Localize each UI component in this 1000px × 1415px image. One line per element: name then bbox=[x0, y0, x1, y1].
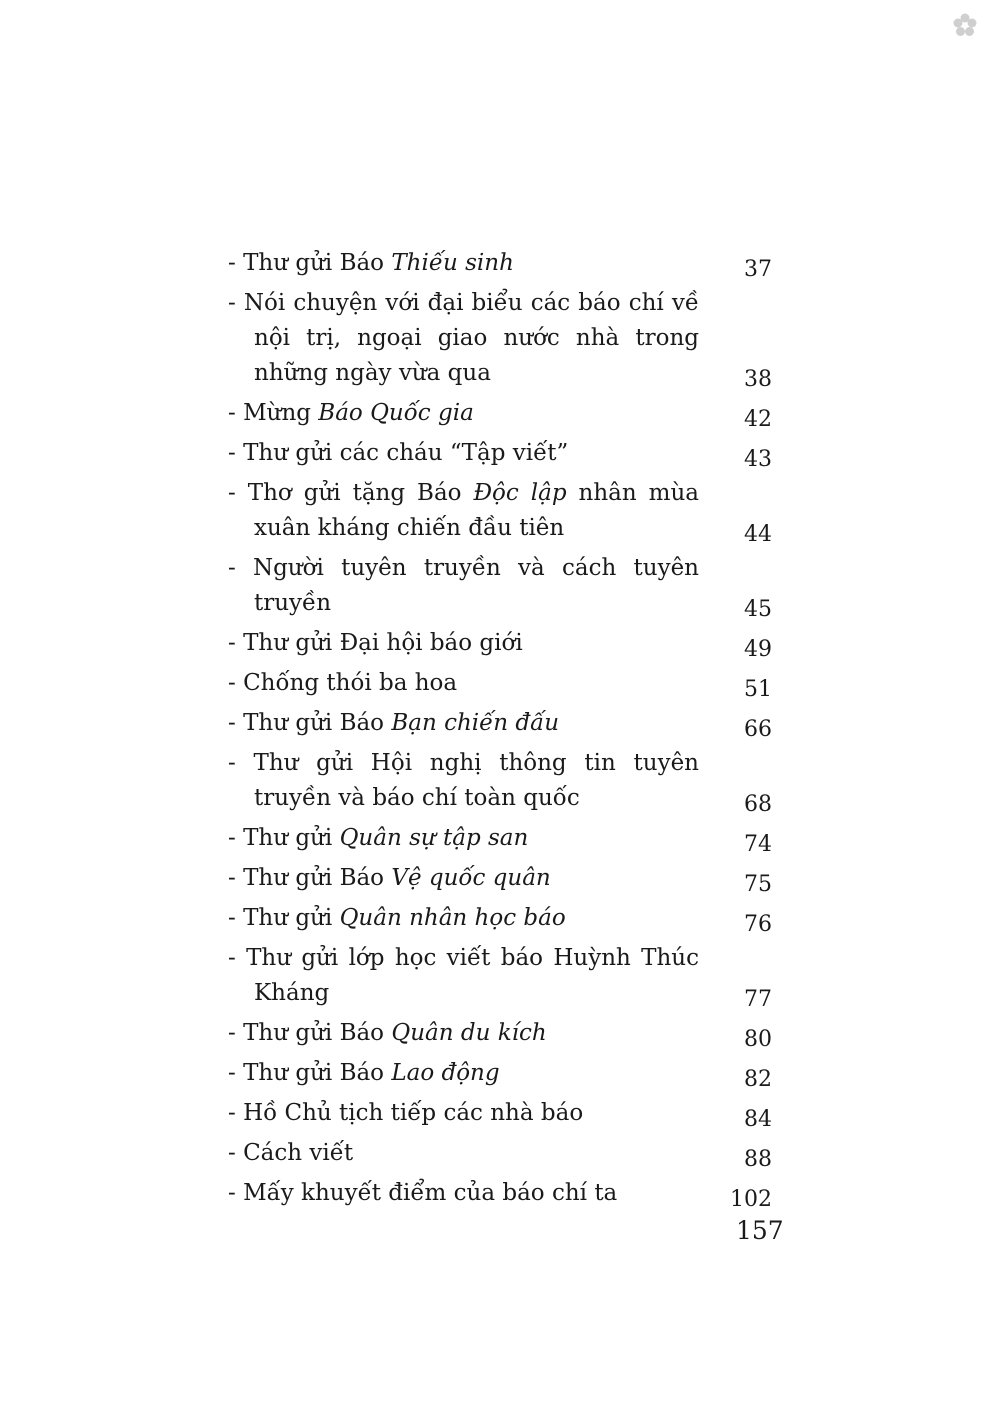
toc-entry-title-part: - Thư gửi Hội nghị thông tin tuyên truyền và báo chí toàn quốc bbox=[228, 750, 699, 811]
toc-entry bbox=[228, 246, 788, 281]
toc-entry bbox=[228, 861, 788, 896]
toc-entry-page-number: 68 bbox=[744, 792, 772, 817]
toc-entry-title-part: - Thư gửi Báo bbox=[228, 250, 392, 276]
toc-entry-title-part: - Thư gửi Báo bbox=[228, 710, 392, 736]
flower-watermark-icon bbox=[952, 12, 978, 38]
toc-entry-page-number: 49 bbox=[744, 637, 772, 662]
toc-entry bbox=[228, 901, 788, 936]
toc-entry-title-part: - Nói chuyện với đại biểu các báo chí về nội trị, ngoại giao nước nhà trong những ngày vừa qua bbox=[228, 290, 699, 386]
toc-entry bbox=[228, 551, 788, 621]
toc-entry-page-number: 51 bbox=[744, 677, 772, 702]
toc-entry-title bbox=[228, 436, 699, 471]
toc-entry-title-part: - Người tuyên truyền và cách tuyên truyền bbox=[228, 555, 699, 616]
toc-entry-title bbox=[228, 746, 699, 816]
toc-entry-page-number: 43 bbox=[744, 447, 772, 472]
toc-entry-title bbox=[228, 666, 699, 701]
toc-entry-title bbox=[228, 1016, 699, 1051]
toc-entry-page-number: 45 bbox=[744, 597, 772, 622]
toc-entry-title-italic: Thiếu sinh bbox=[391, 250, 514, 276]
toc-entry-title bbox=[228, 1096, 699, 1131]
toc-entry-title-part: - Thư gửi các cháu “Tập viết” bbox=[228, 440, 569, 466]
toc-entry bbox=[228, 941, 788, 1011]
toc-entry-page-number: 102 bbox=[730, 1187, 772, 1212]
toc-entry-title-italic: Độc lập bbox=[473, 480, 567, 506]
toc-entry-title-part: nhân mùa xuân kháng chiến đầu tiên bbox=[254, 480, 699, 541]
toc-entry-title bbox=[228, 396, 699, 431]
toc-entry-title bbox=[228, 1136, 699, 1171]
toc-entry-page-number: 88 bbox=[744, 1147, 772, 1172]
toc-entry-title-part: - Hồ Chủ tịch tiếp các nhà báo bbox=[228, 1100, 584, 1126]
toc-entry-page-number: 75 bbox=[744, 872, 772, 897]
toc-entry-title-italic: Lao động bbox=[391, 1060, 500, 1086]
toc-entry bbox=[228, 706, 788, 741]
toc-entry-title bbox=[228, 941, 699, 1011]
toc-entry-title-italic: Quân nhân học báo bbox=[339, 905, 566, 931]
toc-entry-page-number: 76 bbox=[744, 912, 772, 937]
toc-entry-title bbox=[228, 286, 699, 391]
toc-entry-title-part: - Thư gửi lớp học viết báo Huỳnh Thúc Kháng bbox=[228, 945, 699, 1006]
toc-entry-title-italic: Quân du kích bbox=[391, 1020, 547, 1046]
toc-entry-page-number: 38 bbox=[744, 367, 772, 392]
toc-entry-page-number: 80 bbox=[744, 1027, 772, 1052]
toc-entry-title-part: - Thư gửi Báo bbox=[228, 1020, 392, 1046]
toc-entry bbox=[228, 821, 788, 856]
toc-entry-title bbox=[228, 901, 699, 936]
toc-entry-title-italic: Bạn chiến đấu bbox=[391, 710, 560, 736]
toc-entry-page-number: 82 bbox=[744, 1067, 772, 1092]
toc-entry-title-italic: Quân sự tập san bbox=[339, 825, 529, 851]
toc-entry-page-number: 42 bbox=[744, 407, 772, 432]
toc-entry bbox=[228, 746, 788, 816]
toc-entry-title-part: - Thơ gửi tặng Báo bbox=[228, 480, 474, 506]
toc-entry bbox=[228, 1056, 788, 1091]
toc-entry bbox=[228, 1136, 788, 1171]
toc-entry-title-part: - Cách viết bbox=[228, 1140, 354, 1166]
toc-entry bbox=[228, 1096, 788, 1131]
toc-entry bbox=[228, 666, 788, 701]
toc-entry-title-part: - Thư gửi Báo bbox=[228, 1060, 392, 1086]
toc-entry bbox=[228, 396, 788, 431]
toc-entry-page-number: 37 bbox=[744, 257, 772, 282]
toc-entry bbox=[228, 476, 788, 546]
toc-entry-page-number: 44 bbox=[744, 522, 772, 547]
toc-entry-title-part: - Thư gửi bbox=[228, 825, 340, 851]
toc-entry bbox=[228, 626, 788, 661]
toc-entry bbox=[228, 1016, 788, 1051]
toc-entry-title bbox=[228, 706, 699, 741]
toc-entry bbox=[228, 436, 788, 471]
toc-entry-page-number: 84 bbox=[744, 1107, 772, 1132]
toc-entry-page-number: 77 bbox=[744, 987, 772, 1012]
toc-entry-title bbox=[228, 551, 699, 621]
toc-entry-title-part: - Thư gửi bbox=[228, 905, 340, 931]
toc-entry-page-number: 66 bbox=[744, 717, 772, 742]
toc-entry-title-part: - Mừng bbox=[228, 400, 319, 426]
toc-entry bbox=[228, 1176, 788, 1211]
toc-entry-title bbox=[228, 626, 699, 661]
page-number: 157 bbox=[736, 1216, 784, 1245]
toc-entry-title-part: - Thư gửi Báo bbox=[228, 865, 392, 891]
toc-entry-title bbox=[228, 476, 699, 546]
toc-entry-title-part: - Chống thói ba hoa bbox=[228, 670, 458, 696]
toc-entry-title bbox=[228, 1056, 699, 1091]
toc-entry bbox=[228, 286, 788, 391]
toc-entry-title bbox=[228, 1176, 699, 1211]
toc-entry-title-part: - Mấy khuyết điểm của báo chí ta bbox=[228, 1180, 618, 1206]
toc-entry-page-number: 74 bbox=[744, 832, 772, 857]
toc-entry-title-part: - Thư gửi Đại hội báo giới bbox=[228, 630, 523, 656]
toc-entry-title-italic: Báo Quốc gia bbox=[318, 400, 474, 426]
toc-entry-title bbox=[228, 246, 699, 281]
table-of-contents bbox=[228, 246, 788, 1216]
toc-entry-title bbox=[228, 821, 699, 856]
toc-entry-title-italic: Vệ quốc quân bbox=[391, 865, 551, 891]
toc-entry-title bbox=[228, 861, 699, 896]
